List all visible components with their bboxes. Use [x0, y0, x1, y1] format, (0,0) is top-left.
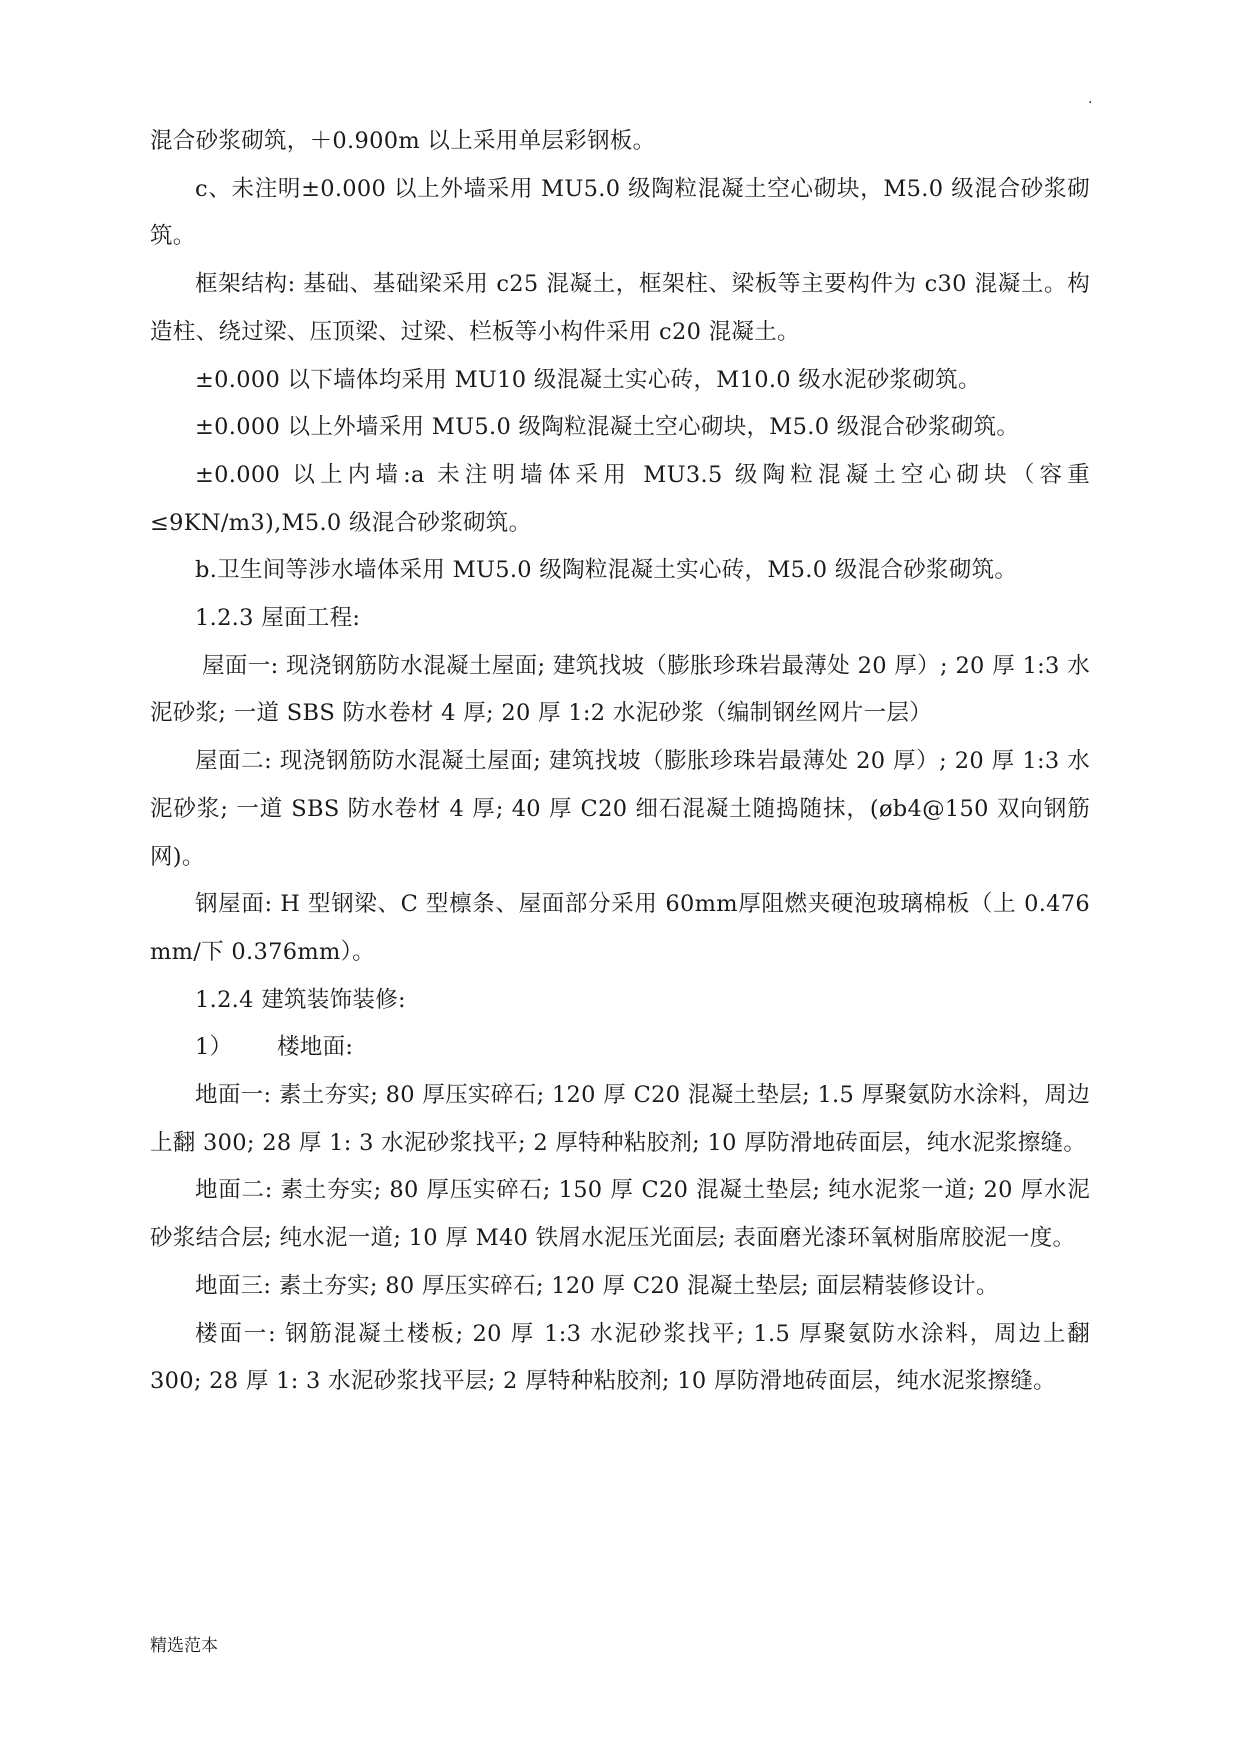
- paragraph-floor-one: 楼面一: 钢筋混凝土楼板; 20 厚 1:3 水泥砂浆找平; 1.5 厚聚氨防水涂料，周边上翻 300; 28 厚 1: 3 水泥砂浆找平层; 2 厚特种粘胶剂; 10 厚防滑地砖面层，纯水泥浆擦缝。: [150, 1320, 1090, 1395]
- paragraph-steel-roof: 钢屋面: H 型钢梁、C 型檩条、屋面部分采用 60mm厚阻燃夹硬泡玻璃棉板（上 0.476 mm/下 0.376mm）。: [150, 891, 1090, 965]
- paragraph-interior-wall-a: ±0.000 以上内墙:a 未注明墙体采用 MU3.5 级陶粒混凝土空心砌块（容重≤9KN/m3),M5.0 级混合砂浆砌筑。: [150, 461, 1090, 536]
- paragraph-interior-wall-b: b.卫生间等涉水墙体采用 MU5.0 级陶粒混凝土实心砖，M5.0 级混合砂浆砌筑。: [195, 557, 1018, 584]
- paragraph-ground-two: 地面二: 素土夯实; 80 厚压实碎石; 150 厚 C20 混凝土垫层; 纯水泥浆一道; 20 厚水泥砂浆结合层; 纯水泥一道; 10 厚 M40 铁屑水泥压光面层; 表面磨光漆环氧树脂席胶泥一度。: [150, 1177, 1090, 1252]
- section-heading-roof: 1.2.3 屋面工程:: [195, 605, 361, 632]
- paragraph-continuation: 混合砂浆砌筑，＋0.900m 以上采用单层彩钢板。: [150, 128, 656, 154]
- corner-mark: .: [1088, 91, 1093, 107]
- page-footer: 精选范本: [150, 1636, 218, 1656]
- paragraph-frame-structure: 框架结构: 基础、基础梁采用 c25 混凝土，框架柱、梁板等主要构件为 c30 混凝土。构造柱、绕过梁、压顶梁、过梁、栏板等小构件采用 c20 混凝土。: [150, 271, 1090, 345]
- list-item-label: 楼地面:: [277, 1034, 354, 1061]
- paragraph-roof-one: 屋面一: 现浇钢筋防水混凝土屋面; 建筑找坡（膨胀珍珠岩最薄处 20 厚）; 20 厚 1:3 水泥砂浆; 一道 SBS 防水卷材 4 厚; 20 厚 1:2 水泥砂浆（编制钢丝网片一层）: [150, 652, 1090, 727]
- paragraph-ground-one: 地面一: 素土夯实; 80 厚压实碎石; 120 厚 C20 混凝土垫层; 1.5 厚聚氨防水涂料，周边上翻 300; 28 厚 1: 3 水泥砂浆找平; 2 厚特种粘胶剂; 10 厚防滑地砖面层，纯水泥浆擦缝。: [150, 1082, 1090, 1156]
- paragraph-exterior-wall-c: c、未注明±0.000 以上外墙采用 MU5.0 级陶粒混凝土空心砌块，M5.0 级混合砂浆砌筑。: [150, 175, 1090, 250]
- body-text: [150, 118, 1090, 1406]
- paragraph-ground-three: 地面三: 素土夯实; 80 厚压实碎石; 120 厚 C20 混凝土垫层; 面层精装修设计。: [195, 1272, 999, 1299]
- list-item-number: 1）: [195, 1034, 233, 1061]
- paragraph-exterior-wall-above-zero: ±0.000 以上外墙采用 MU5.0 级陶粒混凝土空心砌块，M5.0 级混合砂浆砌筑。: [195, 414, 1020, 441]
- paragraph-roof-two: 屋面二: 现浇钢筋防水混凝土屋面; 建筑找坡（膨胀珍珠岩最薄处 20 厚）; 20 厚 1:3 水泥砂浆; 一道 SBS 防水卷材 4 厚; 40 厚 C20 细石混凝土随捣随抹，(øb4@150 双向钢筋网)。: [150, 748, 1090, 870]
- list-item-floor: [150, 1024, 1090, 1072]
- paragraph-wall-below-zero: ±0.000 以下墙体均采用 MU10 级混凝土实心砖，M10.0 级水泥砂浆砌筑。: [195, 366, 981, 393]
- section-heading-decoration: 1.2.4 建筑装饰装修:: [195, 986, 406, 1013]
